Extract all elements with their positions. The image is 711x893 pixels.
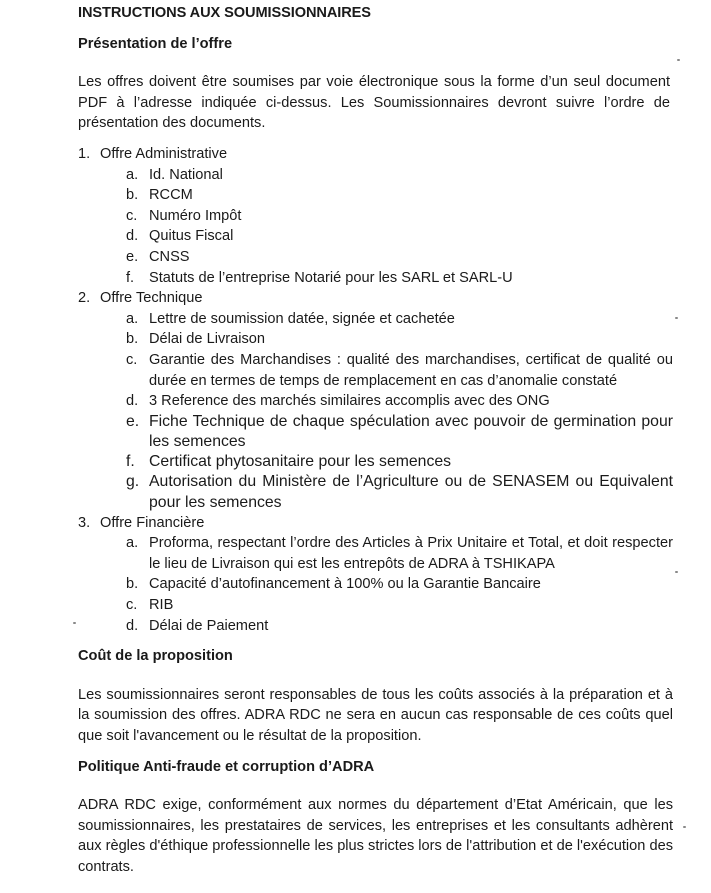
list-letter: c. bbox=[126, 207, 138, 224]
presentation-paragraph: Les offres doivent être soumises par voie électronique sous la forme d’un seul document PDF à l’adresse indiquée ci-dessus. Les Soumissionnaires devront suivre l’ordre de présentation des documents. bbox=[78, 74, 670, 132]
list-item bbox=[126, 165, 673, 186]
list-item bbox=[126, 533, 673, 574]
scan-speck bbox=[675, 317, 678, 319]
list-item bbox=[126, 226, 673, 247]
list-item bbox=[126, 574, 673, 595]
list-item bbox=[126, 329, 673, 350]
list-item-text: Délai de Livraison bbox=[149, 331, 266, 348]
list-item-text: Fiche Technique de chaque spéculation avec pouvoir de germination pour les semences bbox=[149, 412, 673, 450]
list-item-text: Capacité d’autofinancement à 100% ou la Garantie Bancaire bbox=[149, 576, 541, 593]
list-item-text: Lettre de soumission datée, signée et cachetée bbox=[149, 310, 455, 327]
offer-list bbox=[78, 144, 673, 636]
sub-list bbox=[78, 165, 673, 289]
spacer bbox=[78, 777, 673, 795]
list-item bbox=[126, 412, 673, 452]
list-letter: b. bbox=[126, 331, 139, 348]
list-item bbox=[126, 595, 673, 616]
list-letter: d. bbox=[126, 393, 139, 410]
presentation-heading: Présentation de l’offre bbox=[78, 35, 233, 52]
list-item-text: Autorisation du Ministère de l’Agriculture ou de SENASEM ou Equivalent pour les semences bbox=[149, 473, 673, 511]
list-letter: f. bbox=[126, 453, 135, 471]
list-item bbox=[126, 452, 673, 472]
offer-financiere bbox=[78, 513, 673, 637]
list-letter: b. bbox=[126, 576, 139, 593]
list-item bbox=[126, 472, 673, 512]
scan-speck bbox=[683, 826, 686, 828]
list-item bbox=[126, 206, 673, 227]
list-letter: d. bbox=[126, 617, 139, 634]
list-letter: d. bbox=[126, 228, 139, 245]
document-title: INSTRUCTIONS AUX SOUMISSIONNAIRES bbox=[78, 5, 371, 21]
list-letter: b. bbox=[126, 187, 139, 204]
list-item-text: Id. National bbox=[149, 166, 223, 183]
spacer bbox=[78, 134, 673, 144]
list-letter: e. bbox=[126, 412, 140, 430]
sub-list bbox=[78, 309, 673, 513]
list-number: 3. bbox=[78, 514, 91, 531]
document-page bbox=[78, 3, 673, 878]
fraud-paragraph: ADRA RDC exige, conformément aux normes du département d’Etat Américain, que les soumissionnaires, les prestataires de services, les entreprises et les consultants adhèrent aux règles d'éthique professionnelle les plus strictes lors de l'attribution et de l'exécution des contrats. bbox=[78, 797, 673, 876]
list-letter: a. bbox=[126, 166, 139, 183]
list-letter: a. bbox=[126, 535, 139, 552]
list-letter: a. bbox=[126, 310, 139, 327]
list-letter: g. bbox=[126, 473, 140, 491]
cost-heading: Coût de la proposition bbox=[78, 648, 233, 665]
scan-speck bbox=[73, 622, 76, 624]
spacer bbox=[78, 747, 673, 757]
list-letter: c. bbox=[126, 351, 138, 368]
list-item bbox=[126, 616, 673, 637]
list-item-text: Proforma, respectant l’ordre des Articles à Prix Unitaire et Total, et doit respecter le lieu de Livraison qui est les entrepôts de ADRA à TSHIKAPA bbox=[149, 535, 673, 572]
sub-list bbox=[78, 533, 673, 636]
list-item bbox=[126, 185, 673, 206]
offer-label: Offre Administrative bbox=[100, 145, 228, 162]
scan-speck bbox=[677, 59, 680, 61]
offer-technique bbox=[78, 288, 673, 513]
list-item-text: 3 Reference des marchés similaires accomplis avec des ONG bbox=[149, 393, 550, 410]
list-item-text: CNSS bbox=[149, 248, 190, 265]
spacer bbox=[78, 54, 673, 72]
list-letter: c. bbox=[126, 597, 138, 614]
list-item-text: Délai de Paiement bbox=[149, 617, 269, 634]
cost-paragraph: Les soumissionnaires seront responsables de tous les coûts associés à la préparation et à la soumission des offres. ADRA RDC ne sera en aucun cas responsable de ces coûts quel que soit l'avancement ou le résultat de la proposition. bbox=[78, 686, 673, 745]
list-item-text: Numéro Impôt bbox=[149, 207, 242, 224]
list-item bbox=[126, 268, 673, 289]
offer-label: Offre Financière bbox=[100, 514, 205, 531]
list-item-text: Certificat phytosanitaire pour les semences bbox=[149, 453, 452, 471]
list-item-text: Quitus Fiscal bbox=[149, 228, 234, 245]
scan-speck bbox=[675, 571, 678, 573]
list-item bbox=[126, 309, 673, 330]
list-item bbox=[126, 391, 673, 412]
list-letter: e. bbox=[126, 248, 139, 265]
list-number: 2. bbox=[78, 290, 91, 307]
fraud-heading: Politique Anti-fraude et corruption d’ADRA bbox=[78, 758, 375, 775]
list-number: 1. bbox=[78, 145, 91, 162]
list-item-text: RCCM bbox=[149, 187, 193, 204]
list-item-text: Garantie des Marchandises : qualité des marchandises, certificat de qualité ou durée en termes de temps de remplacement en cas d’anomalie constaté bbox=[149, 351, 673, 389]
spacer bbox=[78, 636, 673, 646]
list-item-text: Statuts de l’entreprise Notarié pour les SARL et SARL-U bbox=[149, 269, 513, 286]
list-item bbox=[126, 350, 673, 391]
offer-label: Offre Technique bbox=[100, 290, 203, 307]
list-letter: f. bbox=[126, 269, 135, 286]
offer-administrative bbox=[78, 144, 673, 288]
list-item-text: RIB bbox=[149, 597, 174, 614]
list-item bbox=[126, 247, 673, 268]
spacer bbox=[78, 667, 673, 685]
